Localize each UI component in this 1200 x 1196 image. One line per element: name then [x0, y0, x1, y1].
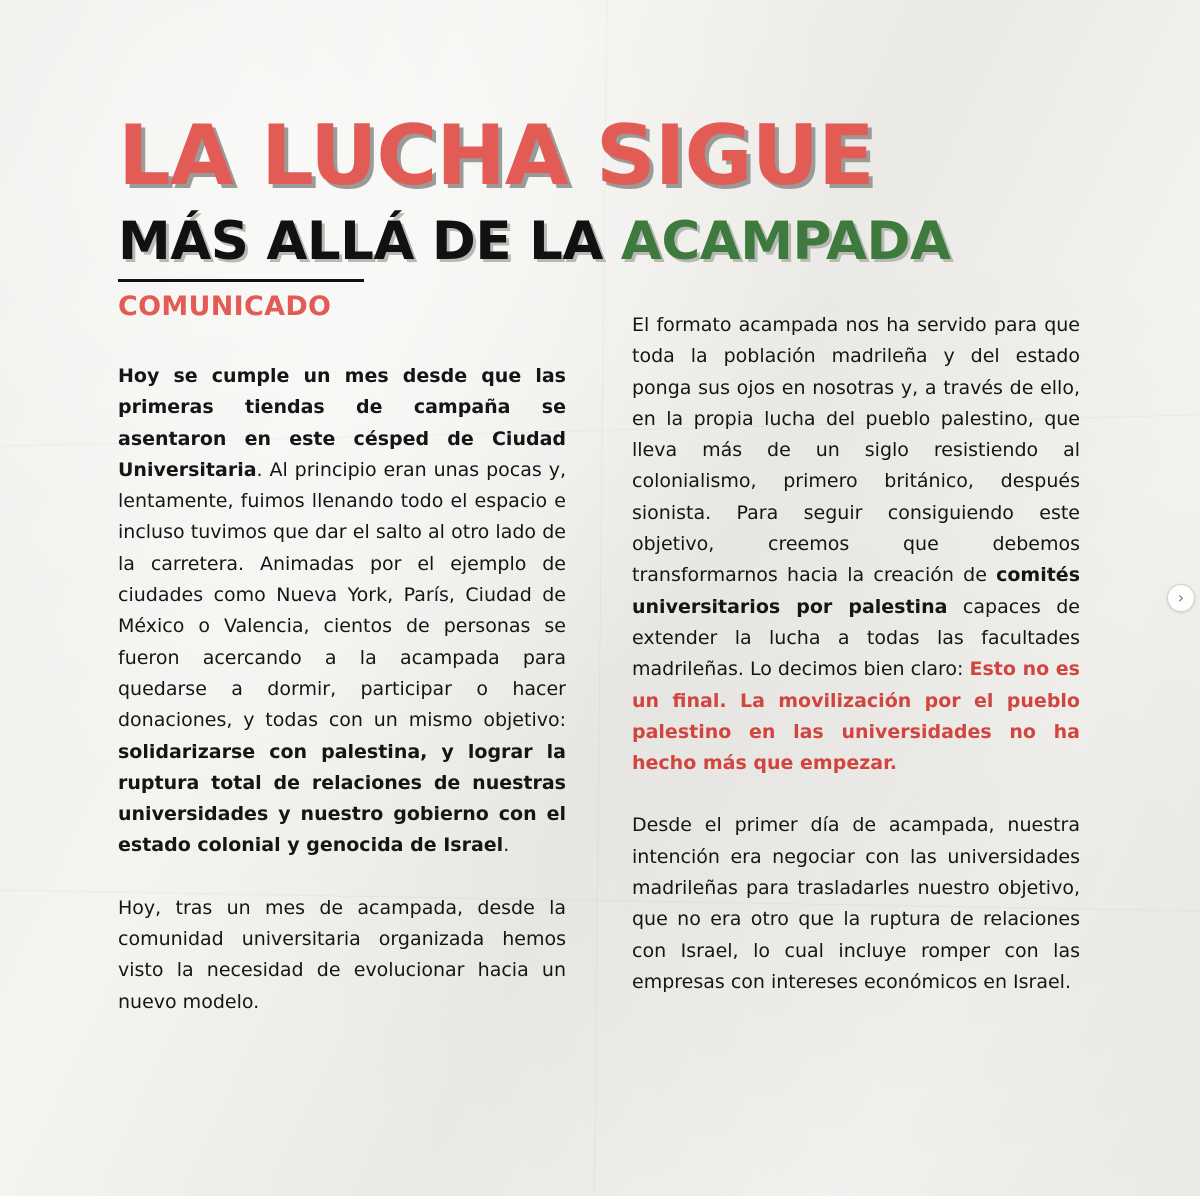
title-main: LA LUCHA SIGUE: [118, 107, 874, 204]
right-paragraph-2: Desde el primer día de acampada, nuestra intención era negociar con las universidades madrileñas para trasladarles nuestro objetivo, que no era otro que la ruptura de relaciones con Israel, lo cual incluye romper con las empresas con intereses económicos en Israel.: [632, 814, 1080, 993]
paragraph-gap: [632, 779, 1080, 810]
paragraph-gap: [118, 862, 566, 893]
left-p1-body: . Al principio eran unas pocas y, lentamente, fuimos llenando todo el espacio e incluso tuvimos que dar el salto al otro lado de la carretera. Animadas por el ejemplo de ciudades como Nueva York, París, Ciudad de México o Valencia, cientos de personas se fueron acercando a la acampada para quedarse a dormir, participar o hacer donaciones, y todas con un mismo objetivo:: [118, 458, 566, 732]
right-p1-red-statement: Esto no es un final. La movilización por el pueblo palestino en las universidades no ha hecho más que empezar.: [632, 658, 1080, 775]
left-p1-end: .: [503, 834, 510, 857]
right-column: [632, 310, 1080, 998]
section-label: COMUNICADO: [118, 291, 332, 322]
chevron-right-icon: ›: [1177, 588, 1185, 607]
left-paragraph-2: Hoy, tras un mes de acampada, desde la comunidad universitaria organizada hemos visto la necesidad de evolucionar hacia un nuevo modelo.: [118, 896, 566, 1013]
right-paragraph-1: [632, 310, 1080, 779]
subtitle-green-text: ACAMPADA: [620, 211, 951, 272]
right-p1-body: El formato acampada nos ha servido para que toda la población madrileña y del estado ponga sus ojos en nosotras y, a través de ello, en la propia lucha del pueblo palestino, que lleva más de un siglo resistiendo al colonialismo, primero británico, después sionista. Para seguir consiguiendo este objetivo, creemos que debemos transformarnos hacia la creación de: [632, 314, 1080, 587]
right-p1-bold-committees: comités universitarios por palestina: [632, 564, 1080, 618]
title-subtitle: [118, 210, 1088, 274]
left-paragraph-1: [118, 361, 566, 862]
left-p1-bold-intro: Hoy se cumple un mes desde que las primeras tiendas de campaña se asentaron en este césped de Ciudad Universitaria: [118, 365, 566, 481]
title-underline: [118, 279, 364, 282]
left-column: [118, 361, 566, 1018]
left-p1-bold-objective: solidarizarse con palestina, y lograr la ruptura total de relaciones de nuestras universidades y nuestro gobierno con el estado colonial y genocida de Israel: [118, 740, 566, 857]
subtitle-black-text: MÁS ALLÁ DE LA: [118, 211, 621, 272]
right-p1-body-2: capaces de extender la lucha a todas las facultades madrileñas. Lo decimos bien claro:: [632, 595, 1080, 681]
next-slide-button[interactable]: [1167, 584, 1195, 612]
